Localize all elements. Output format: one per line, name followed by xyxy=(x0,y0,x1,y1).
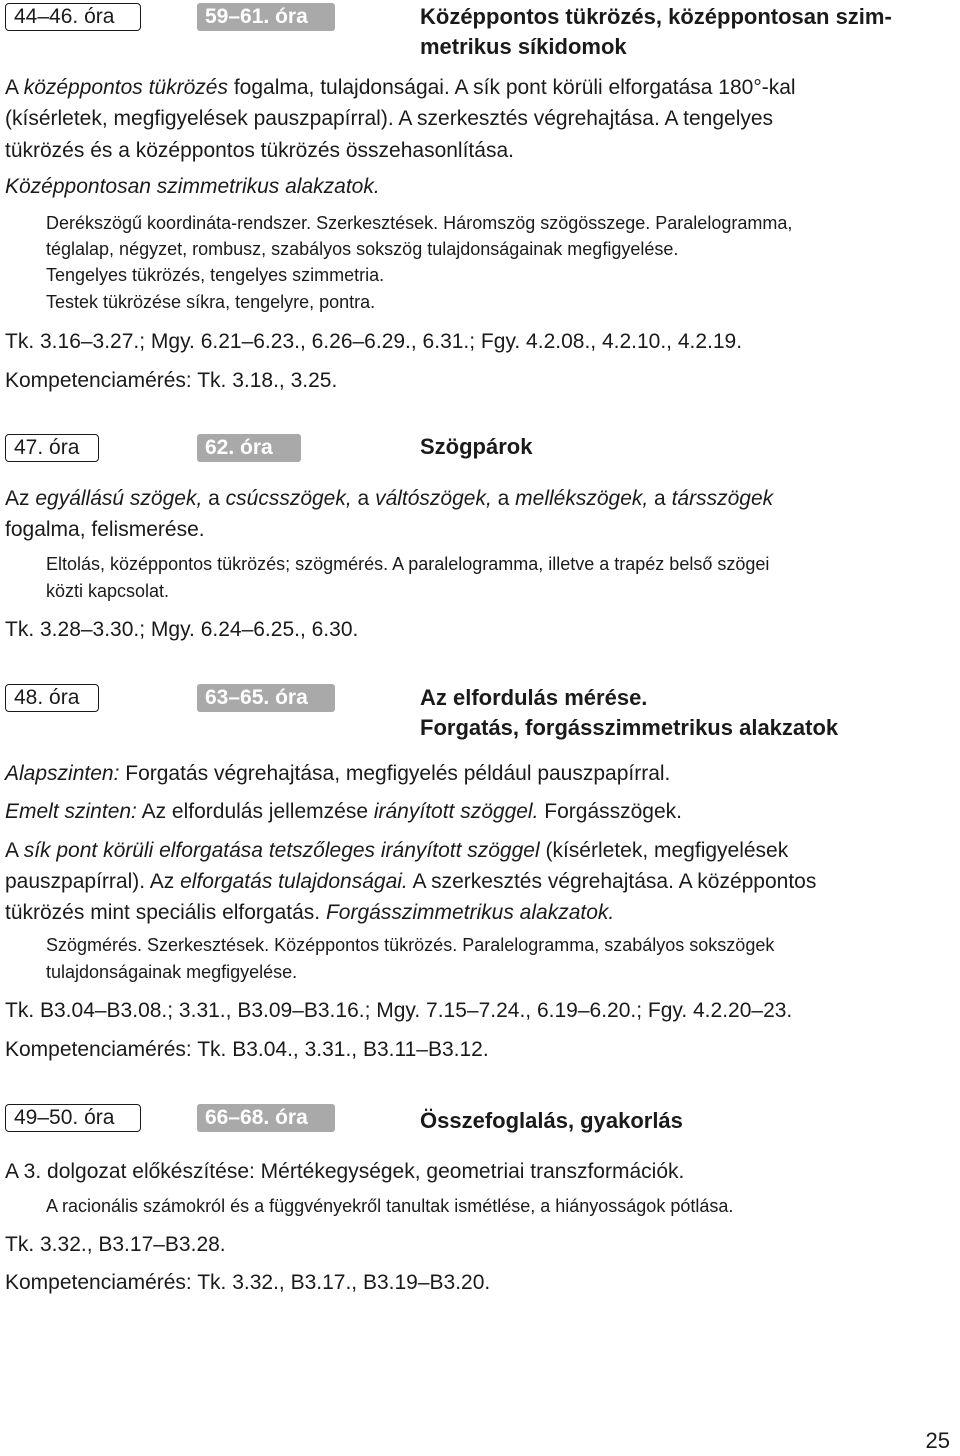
emphasis-text: mellékszögek, xyxy=(515,487,649,510)
text-run: pauszpapírral). Az xyxy=(5,870,181,893)
text-run: Forgásszögek. xyxy=(538,800,683,823)
small-line: téglalap, négyzet, rombusz, szabályos sokszög tulajdonságainak megfigyelése. xyxy=(46,239,679,259)
emphasis-text: váltószögek, xyxy=(375,487,492,510)
small-line: A racionális számokról és a függvényekről tanultak ismétlése, a hiányosságok pótlása. xyxy=(46,1196,734,1216)
section-title: Forgatás, forgásszimmetrikus alakzatok xyxy=(420,715,839,740)
section-title: metrikus síkidomok xyxy=(420,34,627,59)
text-run: a xyxy=(202,487,226,510)
text-run: fogalma, felismerése. xyxy=(5,518,205,541)
emphasis-text: Alapszinten: xyxy=(5,762,120,785)
alt-lesson-label: 59–61. óra xyxy=(197,3,335,31)
text-run: Az elfordulás jellemzése xyxy=(136,800,374,823)
emphasis-text: Középpontosan szimmetrikus alakzatok. xyxy=(5,175,380,198)
reference-line: Kompetenciamérés: Tk. 3.32., B3.17., B3.19–B3.20. xyxy=(5,1271,491,1294)
lesson-label: 49–50. óra xyxy=(5,1104,141,1132)
text-run: A szerkesztés végrehajtása. A középpontos xyxy=(407,870,817,893)
emphasis-text: Emelt szinten: xyxy=(5,800,137,823)
reference-line: Kompetenciamérés: Tk. 3.18., 3.25. xyxy=(5,369,338,392)
body-line xyxy=(5,867,816,897)
reference-line: Tk. 3.16–3.27.; Mgy. 6.21–6.23., 6.26–6.29., 6.31.; Fgy. 4.2.08., 4.2.10., 4.2.19. xyxy=(5,330,743,353)
small-line: közti kapcsolat. xyxy=(46,581,170,601)
page-number: 25 xyxy=(925,1428,950,1453)
body-line xyxy=(5,797,682,827)
small-line: tulajdonságainak megfigyelése. xyxy=(46,962,298,982)
lesson-label: 47. óra xyxy=(5,434,99,462)
text-run: Az xyxy=(5,487,36,510)
emphasis-text: irányított szöggel. xyxy=(373,800,539,823)
small-line: Tengelyes tükrözés, tengelyes szimmetria. xyxy=(46,265,385,285)
text-run: A 3. dolgozat előkészítése: Mértékegységek, geometriai transzformációk. xyxy=(5,1160,685,1183)
body-line xyxy=(5,136,514,166)
body-line xyxy=(5,898,614,928)
reference-line: Tk. B3.04–B3.08.; 3.31., B3.09–B3.16.; Mgy. 7.15–7.24., 6.19–6.20.; Fgy. 4.2.20–23. xyxy=(5,999,793,1022)
text-run: fogalma, tulajdonságai. A sík pont körüli elforgatása 180°-kal xyxy=(227,76,796,99)
text-run: (kísérletek, megfigyelések pauszpapírral). A szerkesztés végrehajtása. A tengelyes xyxy=(5,107,774,130)
text-run: a xyxy=(648,487,672,510)
text-run: (kísérletek, megfigyelések xyxy=(539,839,789,862)
lesson-label: 44–46. óra xyxy=(5,3,141,31)
body-line xyxy=(5,1157,684,1187)
body-line xyxy=(5,759,670,789)
alt-lesson-label: 62. óra xyxy=(197,434,301,462)
small-line: Szögmérés. Szerkesztések. Középpontos tükrözés. Paralelogramma, szabályos sokszögek xyxy=(46,935,775,955)
section-title: Középpontos tükrözés, középpontosan szim- xyxy=(420,4,892,29)
body-line xyxy=(5,73,796,103)
body-line xyxy=(5,484,773,514)
section-title: Az elfordulás mérése. xyxy=(420,685,648,710)
emphasis-text: sík pont körüli elforgatása tetszőleges irányított szöggel xyxy=(23,839,540,862)
text-run: a xyxy=(351,487,376,510)
section-title: Szögpárok xyxy=(420,434,533,459)
reference-line: Tk. 3.32., B3.17–B3.28. xyxy=(5,1233,226,1256)
text-run: A xyxy=(5,839,24,862)
small-line: Eltolás, középpontos tükrözés; szögmérés. A paralelogramma, illetve a trapéz belső szögei xyxy=(46,554,770,574)
emphasis-text: középpontos tükrözés xyxy=(23,76,228,99)
text-run: tükrözés és a középpontos tükrözés összehasonlítása. xyxy=(5,139,514,162)
body-line xyxy=(5,515,205,545)
body-line xyxy=(5,172,380,202)
emphasis-text: társszögek xyxy=(671,487,774,510)
alt-lesson-label: 66–68. óra xyxy=(197,1104,335,1132)
text-run: a xyxy=(491,487,516,510)
reference-line: Tk. 3.28–3.30.; Mgy. 6.24–6.25., 6.30. xyxy=(5,618,359,641)
text-run: Forgatás végrehajtása, megfigyelés például pauszpapírral. xyxy=(119,762,671,785)
emphasis-text: Forgásszimmetrikus alakzatok. xyxy=(325,901,615,924)
small-line: Derékszögű koordináta-rendszer. Szerkesztések. Háromszög szögösszege. Paralelogramma, xyxy=(46,213,793,233)
body-line xyxy=(5,836,788,866)
emphasis-text: elforgatás tulajdonságai. xyxy=(180,870,408,893)
lesson-label: 48. óra xyxy=(5,684,99,712)
section-title: Összefoglalás, gyakorlás xyxy=(420,1108,683,1133)
small-line: Testek tükrözése síkra, tengelyre, pontra. xyxy=(46,292,376,312)
emphasis-text: egyállású szögek, xyxy=(35,487,203,510)
alt-lesson-label: 63–65. óra xyxy=(197,684,335,712)
reference-line: Kompetenciamérés: Tk. B3.04., 3.31., B3.11–B3.12. xyxy=(5,1038,489,1061)
text-run: A xyxy=(5,76,24,99)
emphasis-text: csúcsszögek, xyxy=(225,487,352,510)
body-line xyxy=(5,104,773,134)
text-run: tükrözés mint speciális elforgatás. xyxy=(5,901,326,924)
